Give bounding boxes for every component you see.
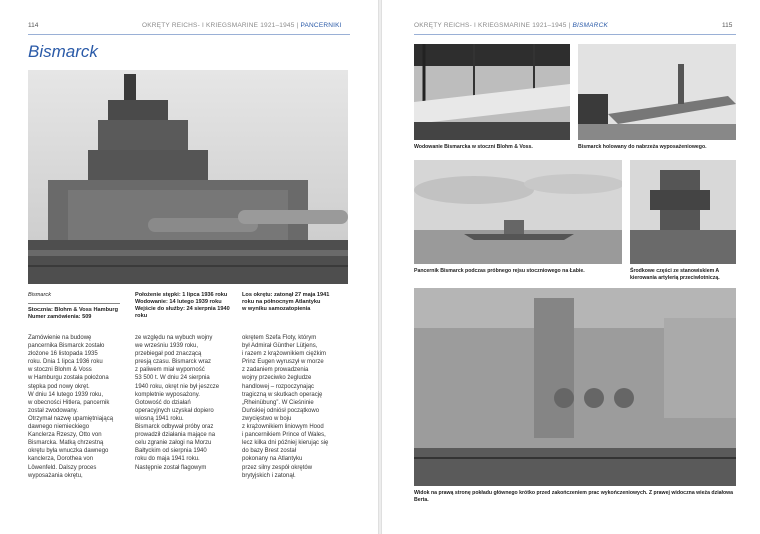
body-line: roku. Dnia 1 lipca 1936 roku [28,359,103,366]
body-line: W dniu 14 lutego 1939 roku, [28,391,104,398]
factbox-line: Numer zamówienia: 509 [28,314,92,320]
body-line: został zwodowany. [28,407,78,414]
caption-tower: Środkowe części ze stanowiskiem A kierowania artylerią przeciwlotniczą. [630,268,720,281]
body-line: 1940 roku, okręt nie był jeszcze [135,383,220,390]
factbox-line: w wyniku samozatopienia [242,306,311,312]
factbox-line: Los okrętu: zatonął 27 maja 1941 [242,292,330,298]
body-line: był Admirał Günther Lütjens, [242,343,318,350]
header-section-right: BISMARCK [572,22,609,29]
caption-deck: Widok na prawą stronę pokładu głównego krótko przed zakończeniem prac wykończeniowych. Z prawej widoczna wieża działowa Berta. [414,490,734,503]
header-rule-right [414,34,736,35]
body-line: wyposażania okrętu, [28,472,83,479]
factbox-line: roku na północnym Atlantyku [242,299,321,305]
body-line: Bismarck odbywał próby oraz [135,424,214,431]
body-column-2 [135,334,239,472]
body-line: kompletnie wyposażony. [135,391,200,398]
body-line: Następnie został flagowym [135,464,207,471]
body-line: z zadaniem prowadzenia [242,367,309,374]
body-line: wojny przeciwko żegludze [242,375,312,382]
body-line: dawnego niemieckiego [28,424,90,431]
body-line: Duńskiej odniósł początkowo [242,407,320,414]
body-line: przebiegał pod znaczącą [135,351,202,358]
trials-photo [414,160,622,264]
body-line: brytyjskich i zatonął. [242,472,296,479]
factbox-line: Stocznia: Blohm & Voss Hamburg [28,307,119,313]
body-line: zwycięstwo w boju [242,415,292,422]
page-number-left: 114 [28,22,39,29]
body-line: okrętem Szefa Floty, którym [242,335,317,341]
factbox-shipyard [28,307,123,321]
header-prefix-right: OKRĘTY REICHS- I KRIEGSMARINE 1921–1945 | [414,22,571,29]
running-header-right [414,22,608,29]
towed-photo [578,44,736,140]
body-line: roku do maja 1941 roku. [135,456,200,463]
body-line: w Hamburgu została położona [28,375,109,382]
factbox-rule [28,303,120,304]
body-line: Löwenfeld. Dalszy proces [28,464,97,471]
body-line: Gotowość do działań [135,399,191,406]
deck-photo [414,288,736,486]
body-line: przez silny zespół okrętów [242,464,313,471]
body-column-1 [28,334,128,480]
header-section-left: PANCERNIKI [300,22,342,29]
body-line: kanclerza, Dorothea von [28,456,94,463]
caption-launch: Wodowanie Bismarcka w stoczni Blohm & Voss. [414,144,533,150]
factbox-dates [135,292,245,320]
body-column-3 [242,334,352,480]
body-line: „Rheinübung”. W Cieśninie [242,399,314,406]
body-line: Bałtyckim od sierpnia 1940 [135,448,207,455]
body-line: handlowej – rozpoczynając [242,383,315,390]
caption-trials: Pancernik Bismarck podczas próbnego rejsu stoczniowego na Łabie. [414,268,585,274]
body-line: w stoczni Blohm & Voss [28,367,92,374]
body-line: stępka pod nowy okręt. [28,383,90,390]
body-line: celu zgranie załogi na Morzu [135,440,212,447]
body-line: Bismarcka. Matką chrzestną [28,440,104,447]
factbox-heading: Bismarck [28,292,51,298]
body-line: pokonany na Atlantyku [242,456,303,463]
page-title: Bismarck [28,42,98,61]
body-line: i razem z krążownikiem ciężkim [242,351,327,358]
body-line: Zamówienie na budowę [28,335,92,341]
caption-towed: Bismarck holowany do nabrzeża wyposażeniowego. [578,144,707,150]
body-line: i pancernikiem Prince of Wales, [242,432,326,439]
body-line: wiosną 1941 roku. [135,415,184,422]
body-line: Prinz Eugen wyruszył w morze [242,359,324,366]
factbox-col-1 [28,292,120,299]
header-prefix-left: OKRĘTY REICHS- I KRIEGSMARINE 1921–1945 | [142,22,299,29]
body-line: we wrześniu 1939 roku, [135,343,199,350]
page-number-right: 115 [722,22,733,29]
factbox-line: Wejście do służby: 24 sierpnia 1940 [135,306,230,312]
body-line: złożone 16 listopada 1935 [28,351,98,358]
body-line: okrętu była wnuczka dawnego [28,448,109,455]
right-page [382,0,760,534]
body-line: z paliwem miał wyporność [135,367,205,374]
body-line: pancernika Bismarck zostało [28,343,105,350]
body-line: prowadził działania mające na [135,432,216,439]
body-line: Otrzymał nazwę upamiętniającą [28,415,114,422]
body-line: z krążownikiem liniowym Hood [242,424,324,431]
launch-photo [414,44,570,140]
body-line: presją czasu. Bismarck wraz [135,359,212,366]
turret-photo [28,70,348,284]
body-line: ze względu na wybuch wojny [135,335,213,341]
left-page [0,0,378,534]
factbox-line: Wodowanie: 14 lutego 1939 roku [135,299,222,305]
body-line: w obecności Hitlera, pancernik [28,399,110,406]
body-line: 53 500 t. W dniu 24 sierpnia [135,375,210,382]
body-line: Kanclerza Rzeszy, Otto von [28,432,102,439]
body-line: operacyjnych uzyskał dopiero [135,407,214,414]
factbox-line: roku [135,313,148,319]
factbox-fate [242,292,352,313]
tower-photo [630,160,736,264]
running-header-left [142,22,342,29]
header-rule-left [28,34,350,35]
factbox-line: Położenie stępki: 1 lipca 1936 roku [135,292,228,298]
body-line: tragiczną w skutkach operację [242,391,323,398]
body-line: do bazy Brest został [242,448,297,455]
body-line: lecz kilka dni później kierując się [242,440,329,447]
